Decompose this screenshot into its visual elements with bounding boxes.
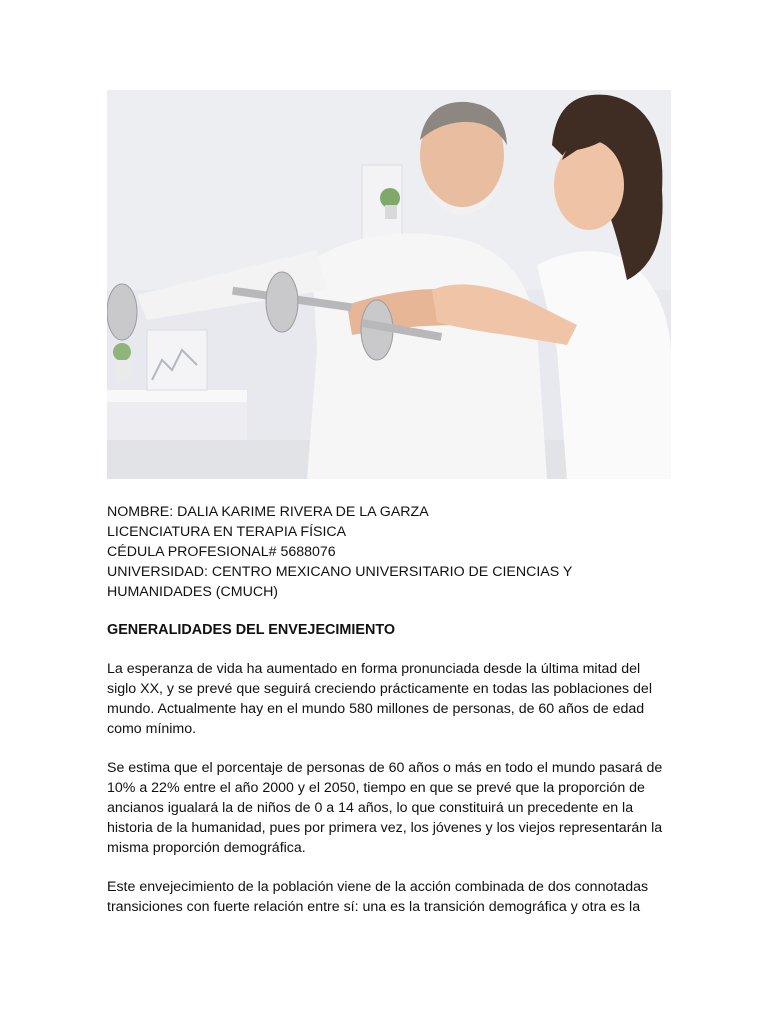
document-body xyxy=(107,502,667,917)
paragraph-1: La esperanza de vida ha aumentado en forma pronunciada desde la última mitad del siglo XX, y se prevé que seguirá creciendo prácticamente en todas las poblaciones del mundo. Actualmente hay en el mundo 580 millones de personas, de 60 años de edad como mínimo. xyxy=(107,661,652,737)
physiotherapy-illustration xyxy=(107,90,671,479)
document-photo xyxy=(107,90,671,479)
section-heading: GENERALIDADES DEL ENVEJECIMIENTO xyxy=(107,622,396,638)
degree-line: LICENCIATURA EN TERAPIA FÍSICA xyxy=(107,524,347,540)
university-line: UNIVERSIDAD: CENTRO MEXICANO UNIVERSITARIO DE CIENCIAS Y HUMANIDADES (CMUCH) xyxy=(107,564,573,600)
license-line: CÉDULA PROFESIONAL# 5688076 xyxy=(107,544,336,560)
paragraph-2: Se estima que el porcentaje de personas de 60 años o más en todo el mundo pasará de 10% a 22% entre el año 2000 y el 2050, tiempo en que se prevé que la proporción de ancianos igualará la de niños de 0 a 14 años, lo que constituirá un precedente en la historia de la humanidad, pues por primera vez, los jóvenes y los viejos representarán la misma proporción demográfica. xyxy=(107,760,663,856)
author-name-line: NOMBRE: DALIA KARIME RIVERA DE LA GARZA xyxy=(107,504,429,520)
paragraph-3: Este envejecimiento de la población viene de la acción combinada de dos connotadas transiciones con fuerte relación entre sí: una es la transición demográfica y otra es la xyxy=(107,879,649,915)
